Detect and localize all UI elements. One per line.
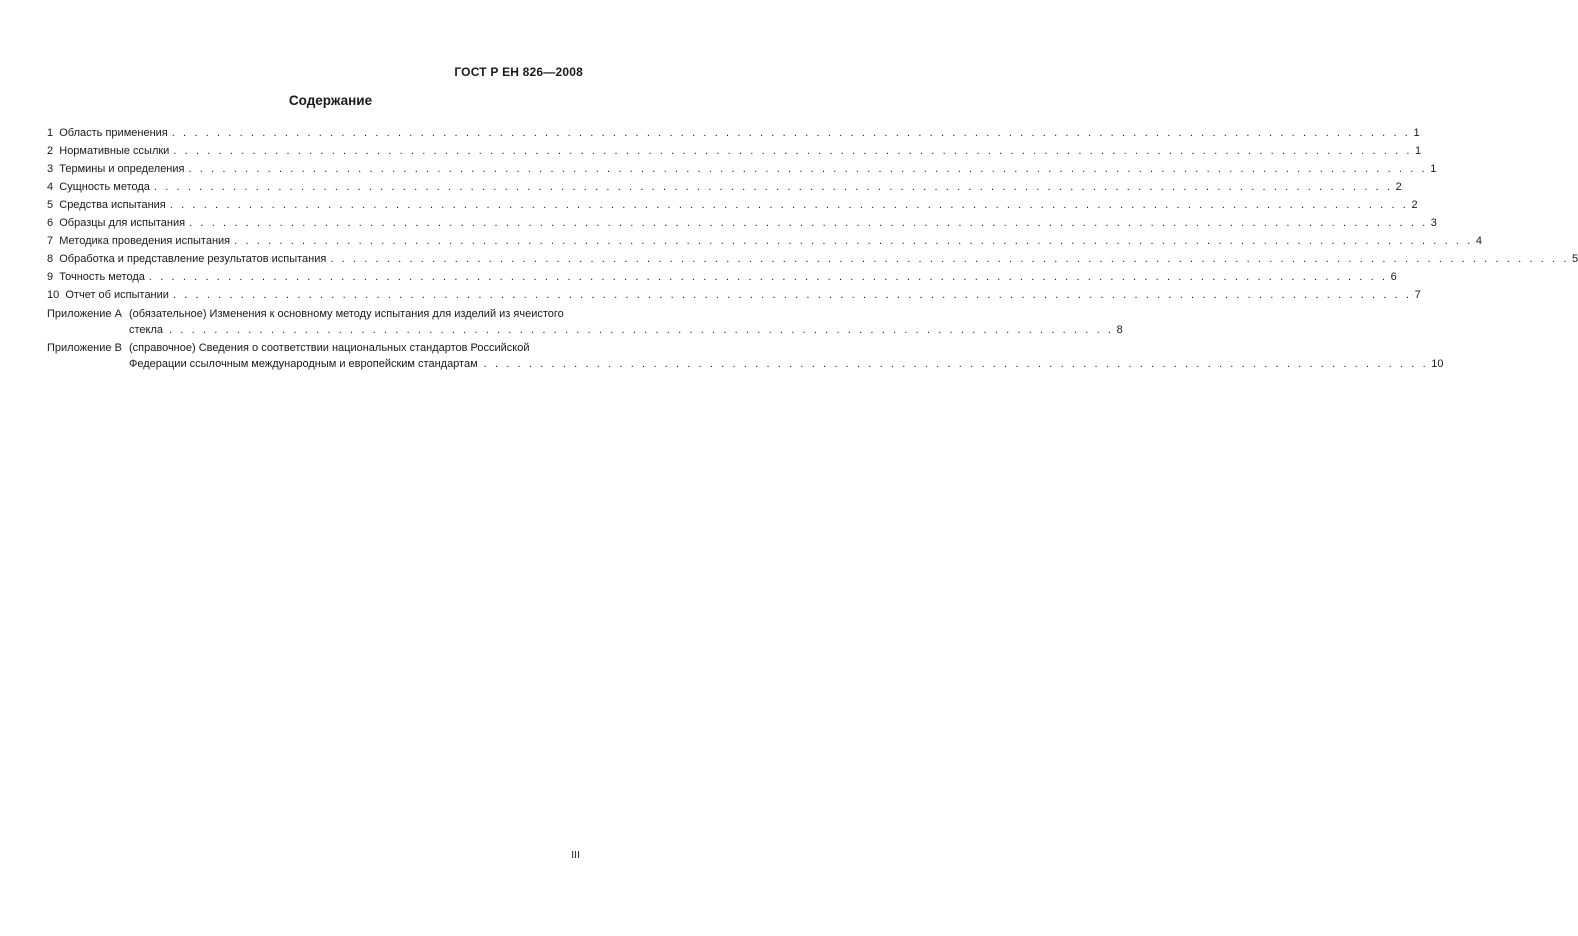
appendix-title-continuation: Федерации ссылочным международным и европейским стандартам	[129, 358, 478, 370]
toc-entry-page: 8	[1116, 324, 1123, 336]
toc-entry-page: 1	[1430, 163, 1437, 175]
appendix-title-line2	[129, 356, 1443, 372]
appendix-title-line2	[129, 322, 1123, 338]
toc-leader-dots	[484, 356, 1429, 372]
toc-entry-2[interactable]	[47, 142, 1422, 160]
appendix-key: Приложение А	[47, 308, 122, 320]
toc-entry-page: 7	[1414, 289, 1421, 301]
toc-leader-dots	[149, 268, 1388, 286]
toc-leader-dots	[170, 196, 1409, 214]
toc-leader-dots	[189, 214, 1428, 232]
toc-entry-7[interactable]	[47, 232, 1482, 250]
toc-entry-page: 5	[1572, 253, 1578, 265]
appendix-title-continuation: стекла	[129, 324, 164, 336]
toc-entry-1[interactable]	[47, 124, 1420, 142]
toc-entry-page: 3	[1430, 217, 1437, 229]
toc-entry-number: 7	[47, 235, 54, 247]
toc-leader-dots	[173, 286, 1412, 304]
toc-entry-label: Точность метода	[59, 271, 145, 283]
toc-leader-dots	[172, 124, 1411, 142]
toc-entry-page: 2	[1411, 199, 1418, 211]
toc-entry-number: 8	[47, 253, 54, 265]
toc-entry-page: 4	[1475, 235, 1482, 247]
toc-entry-number: 5	[47, 199, 54, 211]
toc-entry-page: 1	[1413, 127, 1420, 139]
toc-leader-dots	[188, 160, 1427, 178]
toc-entry-page: 1	[1415, 145, 1422, 157]
toc-entry-number: 1	[47, 127, 54, 139]
toc-leader-dots	[169, 322, 1114, 338]
page-number: III	[571, 849, 580, 861]
appendix-body	[129, 340, 1443, 372]
toc-entry-number: 3	[47, 163, 54, 175]
toc-entry-page: 6	[1390, 271, 1397, 283]
toc-entry-10[interactable]	[47, 286, 1421, 304]
toc-leader-dots	[330, 250, 1569, 268]
document-code: ГОСТ Р ЕН 826—2008	[454, 65, 583, 79]
table-of-contents	[47, 124, 1578, 372]
toc-entry-label: Методика проведения испытания	[59, 235, 231, 247]
toc-appendix-b[interactable]	[47, 340, 1444, 372]
appendix-body	[129, 306, 1123, 338]
toc-entry-label: Область применения	[59, 127, 168, 139]
toc-entry-label: Обработка и представление результатов испытания	[59, 253, 327, 265]
appendix-key: Приложение В	[47, 342, 122, 354]
toc-entry-label: Нормативные ссылки	[59, 145, 170, 157]
toc-entry-label: Термины и определения	[59, 163, 185, 175]
toc-entry-number: 6	[47, 217, 54, 229]
toc-entry-6[interactable]	[47, 214, 1437, 232]
toc-entry-8[interactable]	[47, 250, 1578, 268]
toc-entry-number: 10	[47, 289, 60, 301]
toc-leader-dots	[173, 142, 1412, 160]
toc-entry-page: 2	[1395, 181, 1402, 193]
toc-entry-page: 10	[1431, 358, 1444, 370]
toc-entry-label: Отчет об испытании	[65, 289, 169, 301]
toc-entry-9[interactable]	[47, 268, 1397, 286]
toc-entry-number: 9	[47, 271, 54, 283]
page-title: Содержание	[288, 93, 373, 108]
toc-entry-number: 2	[47, 145, 54, 157]
toc-leader-dots	[154, 178, 1393, 196]
appendix-title-line1: (справочное) Сведения о соответствии национальных стандартов Российской	[129, 342, 530, 354]
toc-entry-3[interactable]	[47, 160, 1437, 178]
toc-entry-4[interactable]	[47, 178, 1402, 196]
toc-entry-label: Сущность метода	[59, 181, 150, 193]
toc-entry-5[interactable]	[47, 196, 1418, 214]
toc-appendix-a[interactable]	[47, 306, 1123, 338]
toc-entry-label: Образцы для испытания	[59, 217, 186, 229]
toc-entry-label: Средства испытания	[59, 199, 166, 211]
toc-leader-dots	[234, 232, 1473, 250]
toc-entry-number: 4	[47, 181, 54, 193]
appendix-title-line1: (обязательное) Изменения к основному методу испытания для изделий из ячеистого	[129, 308, 564, 320]
